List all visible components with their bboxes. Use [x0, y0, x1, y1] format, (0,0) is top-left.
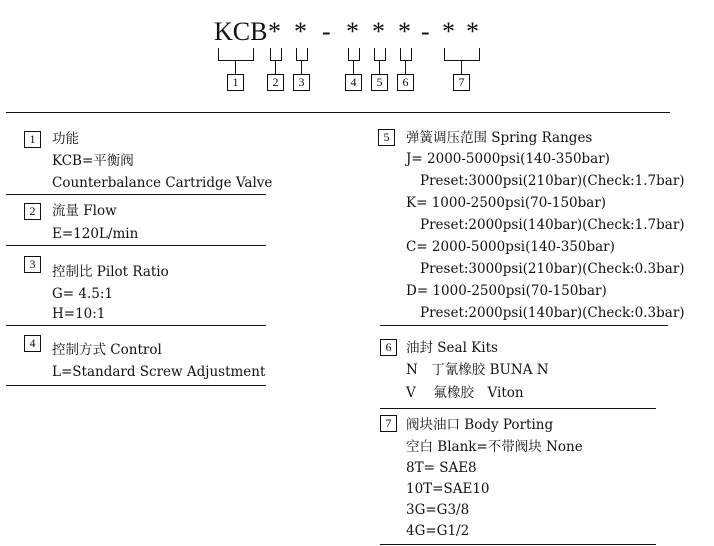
section-line: G= 4.5:1 [52, 286, 113, 302]
bracket-4 [348, 48, 360, 61]
code-dash-1: - [322, 17, 331, 46]
section-line: C= 2000-5000psi(140-350bar) [406, 239, 615, 255]
position-box-3: 3 [293, 74, 310, 91]
section-line: Preset:2000psi(140bar)(Check:1.7bar) [420, 217, 685, 233]
bracket-3 [296, 48, 308, 61]
section-title: 控制比 Pilot Ratio [52, 264, 169, 280]
bracket-6 [400, 48, 412, 61]
divider [6, 385, 266, 386]
section-line: K= 1000-2500psi(70-150bar) [406, 195, 607, 211]
divider [380, 408, 656, 409]
position-box-4: 4 [345, 74, 362, 91]
divider [380, 544, 656, 545]
position-box-1: 1 [227, 74, 244, 91]
code-slot-2: * [268, 17, 281, 46]
section-number: 5 [378, 129, 395, 146]
section-line: Counterbalance Cartridge Valve [52, 175, 273, 191]
section-line: L=Standard Screw Adjustment [52, 364, 266, 380]
divider [380, 325, 668, 326]
section-line: 空白 Blank=不带阀块 None [406, 439, 583, 455]
code-slot-5: * [372, 17, 385, 46]
divider [6, 194, 266, 195]
section-line: E=120L/min [52, 226, 139, 242]
section-number: 2 [24, 203, 41, 220]
section-line: 4G=G1/2 [406, 523, 470, 539]
section-line: Preset:3000psi(210bar)(Check:0.3bar) [420, 261, 685, 277]
section-number: 3 [24, 256, 41, 273]
section-number: 4 [24, 335, 41, 352]
bracket-1 [218, 48, 254, 61]
section-number: 6 [380, 339, 397, 356]
code-dash-2: - [421, 17, 430, 46]
section-line: 3G=G3/8 [406, 502, 470, 518]
bracket-2 [270, 48, 282, 61]
position-box-5: 5 [371, 74, 388, 91]
top-rule [6, 112, 670, 113]
divider [6, 245, 266, 246]
code-slot-7a: * [442, 17, 455, 46]
position-box-7: 7 [453, 74, 470, 91]
section-line: Preset:2000psi(140bar)(Check:0.3bar) [420, 305, 685, 321]
position-box-2: 2 [267, 74, 284, 91]
section-line: 8T= SAE8 [406, 460, 477, 476]
section-number: 7 [380, 415, 397, 432]
section-line: KCB=平衡阀 [52, 153, 134, 169]
position-box-6: 6 [397, 74, 414, 91]
section-line: H=10:1 [52, 306, 106, 322]
code-slot-6: * [398, 17, 411, 46]
section-title: 阀块油口 Body Porting [406, 417, 554, 433]
section-title: 油封 Seal Kits [406, 340, 498, 356]
section-line: Preset:3000psi(210bar)(Check:1.7bar) [420, 173, 685, 189]
bracket-5 [374, 48, 386, 61]
section-line: D= 1000-2500psi(70-150bar) [406, 283, 607, 299]
section-title: 弹簧调压范围 Spring Ranges [406, 130, 593, 146]
section-number: 1 [24, 131, 41, 148]
section-title: 流量 Flow [52, 203, 117, 219]
section-line: V 氟橡胶 Viton [406, 385, 524, 401]
code-slot-3: * [294, 17, 307, 46]
code-slot-4: * [346, 17, 359, 46]
code-slot-7b: * [466, 17, 479, 46]
divider [6, 325, 266, 326]
section-line: J= 2000-5000psi(140-350bar) [406, 151, 610, 167]
bracket-7 [444, 48, 480, 61]
model-prefix: KCB [214, 17, 268, 46]
section-title: 控制方式 Control [52, 342, 162, 358]
section-line: N 丁氰橡胶 BUNA N [406, 362, 549, 378]
section-title: 功能 [52, 131, 79, 147]
section-line: 10T=SAE10 [406, 481, 490, 497]
